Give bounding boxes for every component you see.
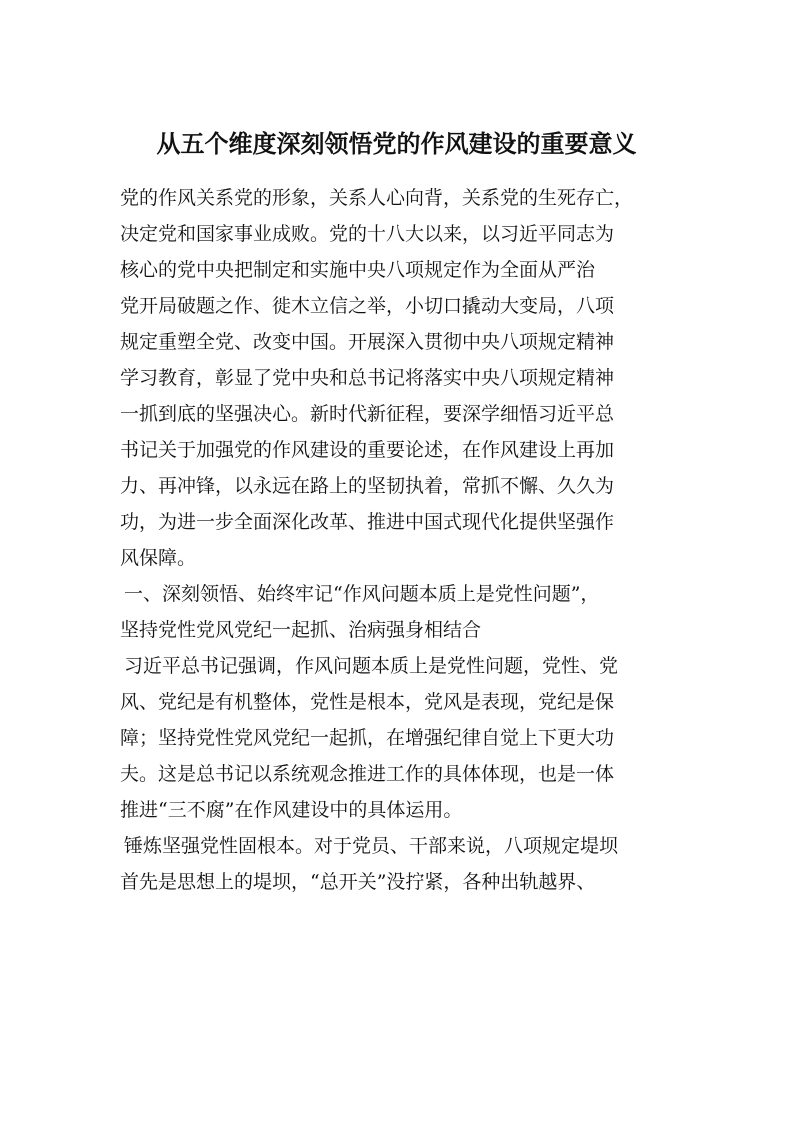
paragraph-line: 习近平总书记强调，作风问题本质上是党性问题，党性、党 — [124, 655, 619, 677]
paragraph-line: 功，为进一步全面深化改革、推进中国式现代化提供坚强作 — [120, 511, 615, 533]
paragraph-line: 障；坚持党性党风党纪一起抓，在增强纪律自觉上下更大功 — [120, 727, 615, 749]
paragraph-section-1 — [120, 648, 680, 828]
paragraph-line: 决定党和国家事业成败。党的十八大以来，以习近平同志为 — [120, 223, 615, 245]
paragraph-line: 核心的党中央把制定和实施中央八项规定作为全面从严治 — [120, 259, 596, 281]
paragraph-line: 党开局破题之作、徙木立信之举，小切口撬动大变局，八项 — [120, 295, 615, 317]
paragraph-line: 锤炼坚强党性固根本。对于党员、干部来说，八项规定堤坝 — [124, 835, 619, 857]
document-body — [120, 180, 680, 900]
paragraph-line: 推进“三不腐”在作风建设中的具体运用。 — [120, 799, 463, 821]
paragraph-line: 书记关于加强党的作风建设的重要论述，在作风建设上再加 — [120, 439, 615, 461]
paragraph-intro — [120, 180, 680, 576]
document-title: 从五个维度深刻领悟党的作风建设的重要意义 — [156, 129, 637, 158]
paragraph-line: 夫。这是总书记以系统观念推进工作的具体体现，也是一体 — [120, 763, 615, 785]
paragraph-line: 规定重塑全党、改变中国。开展深入贯彻中央八项规定精神 — [120, 331, 615, 353]
paragraph-line: 一抓到底的坚强决心。新时代新征程，要深学细悟习近平总 — [120, 403, 615, 425]
paragraph-line: 风、党纪是有机整体，党性是根本，党风是表现，党纪是保 — [120, 691, 615, 713]
section-heading-1 — [120, 576, 680, 648]
heading-line: 坚持党性党风党纪一起抓、治病强身相结合 — [120, 619, 482, 641]
paragraph-party-spirit — [120, 828, 680, 900]
paragraph-line: 风保障。 — [120, 547, 197, 569]
heading-line: 一、深刻领悟、始终牢记“作风问题本质上是党性问题”， — [124, 583, 600, 605]
paragraph-line: 党的作风关系党的形象，关系人心向背，关系党的生死存亡， — [120, 187, 634, 209]
paragraph-line: 力、再冲锋，以永远在路上的坚韧执着，常抓不懈、久久为 — [120, 475, 615, 497]
paragraph-line: 首先是思想上的堤坝，“总开关”没拧紧，各种出轨越界、 — [120, 871, 596, 893]
paragraph-line: 学习教育，彰显了党中央和总书记将落实中央八项规定精神 — [120, 367, 615, 389]
